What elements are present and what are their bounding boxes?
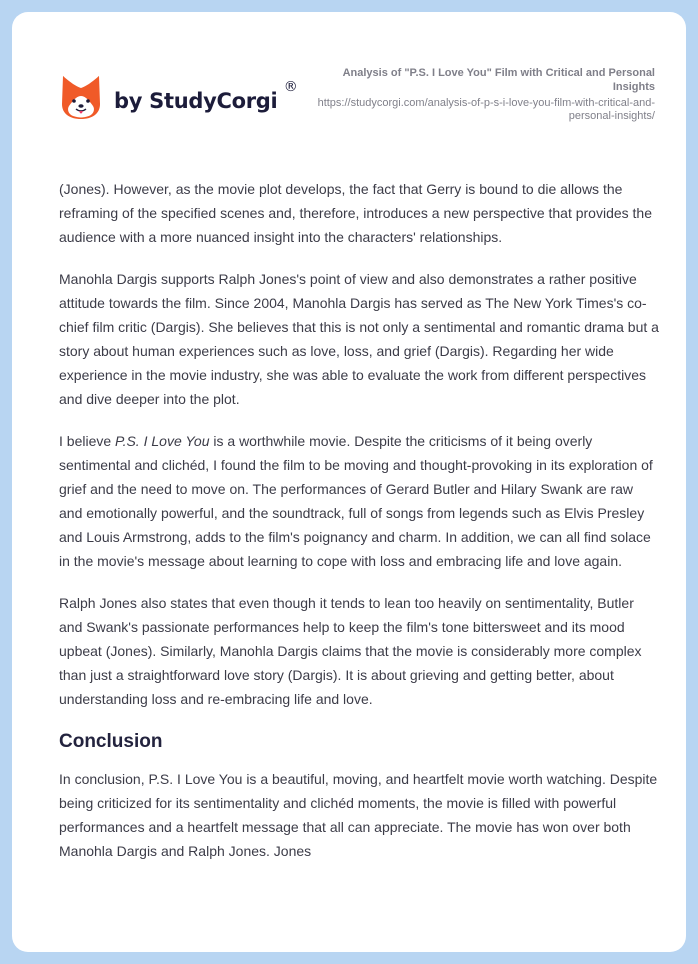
logo-wordmark: by StudyCorgi: [114, 89, 278, 113]
document-card: [12, 12, 686, 952]
document-url[interactable]: https://studycorgi.com/analysis-of-p-s-i-love-you-film-with-critical-and-personal-insights/: [317, 97, 655, 122]
registered-mark-icon: ®: [283, 79, 298, 95]
body-paragraph-1: (Jones). However, as the movie plot develops, the fact that Gerry is bound to die allows the reframing of the specified scenes and, therefore, introduces a new perspective that provides the audience with a more nuanced insight into the characters' relationships.: [59, 181, 653, 245]
header-meta: [315, 66, 655, 123]
document-title: Analysis of "P.S. I Love You" Film with Critical and Personal Insights: [342, 67, 655, 93]
studycorgi-logo[interactable]: [60, 74, 298, 120]
conclusion-heading: Conclusion: [59, 731, 163, 752]
page-header: [12, 12, 686, 162]
body-paragraph-2: Manohla Dargis supports Ralph Jones's point of view and also demonstrates a rather positive attitude towards the film. Since 2004, Manohla Dargis has served as The New York Times's co-chief film critic (Dargis). She believes that this is not only a sentimental and romantic drama but a story about human experiences such as love, loss, and grief (Dargis). Regarding her wide experience in the movie industry, she was able to evaluate the work from different perspectives and dive deeper into the plot.: [59, 271, 659, 407]
body-paragraph-4: Ralph Jones also states that even though it tends to lean too heavily on sentimentality, Butler and Swank's passionate performances help to keep the film's tone bittersweet and its mood upbeat (Jones). Similarly, Manohla Dargis claims that the movie is considerably more complex than just a straightforward love story (Dargis). It is about grieving and getting better, about understanding loss and re-embracing life and love.: [59, 595, 642, 707]
corgi-head-icon: [60, 74, 102, 120]
conclusion-paragraph: In conclusion, P.S. I Love You is a beautiful, moving, and heartfelt movie worth watching. Despite being criticized for its sentimentality and clichéd moments, the movie is filled with powerful performances and a heartfelt message that all can appreciate. The movie has won over both Manohla Dargis and Ralph Jones. Jones: [59, 771, 658, 859]
body-paragraph-3: [59, 429, 659, 573]
document-body: [59, 177, 659, 881]
logo-text: [114, 79, 298, 113]
paragraph-3-lead: I believe: [59, 433, 116, 449]
film-title-italic: P.S. I Love You: [115, 433, 210, 449]
paragraph-3-rest: is a worthwhile movie. Despite the criticisms of it being overly sentimental and clichéd, I found the film to be moving and thought-provoking in its exploration of grief and the need to move on. The performances of Gerard Butler and Hilary Swank are raw and emotionally powerful, and the soundtrack, full of songs from legends such as Elvis Presley and Louis Armstrong, adds to the film's poignancy and charm. In addition, we can all find solace in the movie's message about learning to cope with loss and embracing life and love again.: [59, 433, 653, 569]
